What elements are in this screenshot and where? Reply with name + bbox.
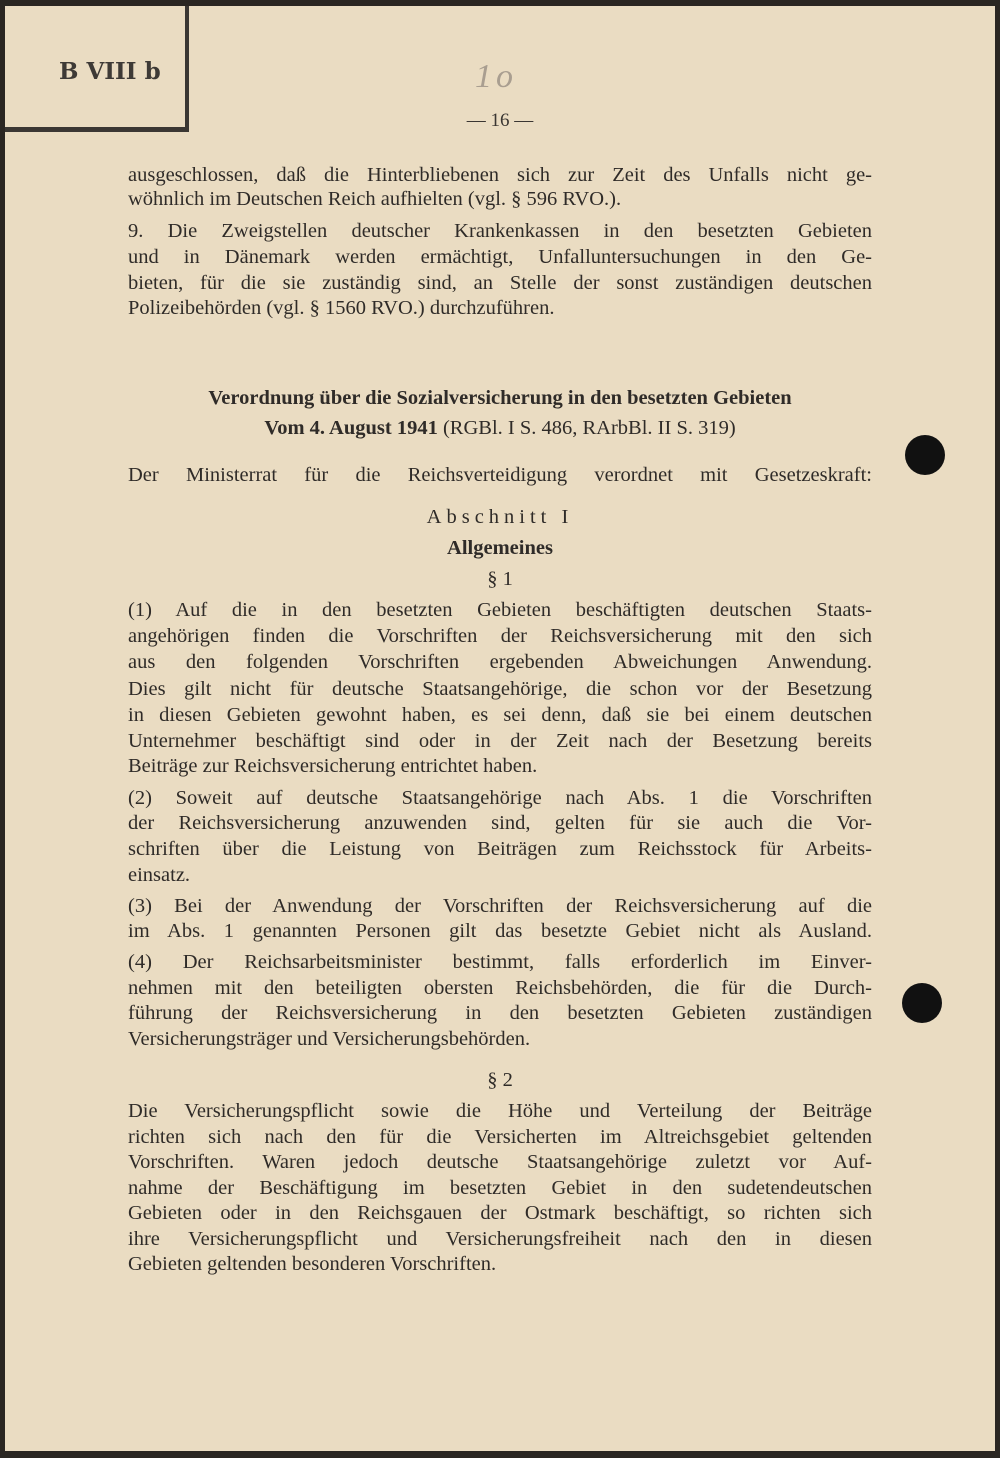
text-line: Polizeibehörden (vgl. § 1560 RVO.) durchzuführen. bbox=[128, 297, 555, 319]
text-line: ausgeschlossen, daß die Hinterbliebenen sich zur Zeit des Unfalls nicht ge- bbox=[128, 164, 872, 186]
paragraph-1-heading: § 1 bbox=[487, 568, 513, 590]
text-line: Gebieten geltenden besonderen Vorschriften. bbox=[128, 1253, 497, 1275]
text-line: nahme der Beschäftigung im besetzten Gebiet in den sudetendeutschen bbox=[128, 1177, 872, 1199]
file-tab-label: B VIII b bbox=[59, 58, 161, 85]
handwritten-note: 1o bbox=[475, 58, 517, 95]
text-line: einsatz. bbox=[128, 864, 191, 886]
ordinance-date: Vom 4. August 1941 bbox=[264, 417, 438, 439]
ordinance-references: (RGBl. I S. 486, RArbBl. II S. 319) bbox=[442, 417, 736, 439]
text-line: (2) Soweit auf deutsche Staatsangehörige nach Abs. 1 die Vorschriften bbox=[128, 787, 872, 809]
preamble: Der Ministerrat für die Reichsverteidigung verordnet mit Gesetzeskraft: bbox=[128, 464, 872, 486]
text-line: Die Versicherungspflicht sowie die Höhe und Verteilung der Beiträge bbox=[128, 1100, 872, 1122]
text-line: schriften über die Leistung von Beiträgen zum Reichsstock für Arbeits- bbox=[128, 838, 872, 860]
text-line: wöhnlich im Deutschen Reich aufhielten (vgl. § 596 RVO.). bbox=[128, 188, 622, 210]
paragraph-2-heading: § 2 bbox=[487, 1069, 513, 1091]
text-line: in diesen Gebieten gewohnt haben, es sei denn, daß sie bei einem deutschen bbox=[128, 704, 872, 726]
punch-hole bbox=[902, 983, 942, 1023]
text-line: nehmen mit den beteiligten obersten Reichsbehörden, die für die Durch- bbox=[128, 977, 872, 999]
punch-hole bbox=[905, 435, 945, 475]
text-line: Gebieten oder in den Reichsgauen der Ostmark beschäftigt, so richten sich bbox=[128, 1202, 872, 1224]
text-line: (1) Auf die in den besetzten Gebieten beschäftigten deutschen Staats- bbox=[128, 599, 872, 621]
text-line: Beiträge zur Reichsversicherung entrichtet haben. bbox=[128, 755, 538, 777]
text-line: im Abs. 1 genannten Personen gilt das besetzte Gebiet nicht als Ausland. bbox=[128, 920, 872, 942]
text-line: und in Dänemark werden ermächtigt, Unfalluntersuchungen in den Ge- bbox=[128, 246, 872, 268]
text-line: Dies gilt nicht für deutsche Staatsangehörige, die schon vor der Besetzung bbox=[128, 678, 872, 700]
text-line: (3) Bei der Anwendung der Vorschriften der Reichsversicherung auf die bbox=[128, 895, 872, 917]
text-line: Unternehmer beschäftigt sind oder in der Zeit nach der Besetzung bereits bbox=[128, 730, 872, 752]
text-line: der Reichsversicherung anzuwenden sind, gelten für sie auch die Vor- bbox=[128, 812, 872, 834]
text-line: führung der Reichsversicherung in den besetzten Gebieten zuständigen bbox=[128, 1002, 872, 1024]
section-title: Allgemeines bbox=[447, 537, 553, 559]
text-line: Vorschriften. Waren jedoch deutsche Staatsangehörige zuletzt vor Auf- bbox=[128, 1151, 872, 1173]
document-page bbox=[5, 6, 995, 1451]
ordinance-title: Verordnung über die Sozialversicherung in den besetzten Gebieten bbox=[208, 387, 792, 409]
section-heading: Abschnitt I bbox=[426, 506, 574, 528]
text-line: Versicherungsträger und Versicherungsbehörden. bbox=[128, 1028, 531, 1050]
text-line: aus den folgenden Vorschriften ergebenden Abweichungen Anwendung. bbox=[128, 651, 872, 673]
text-line: bieten, für die sie zuständig sind, an Stelle der sonst zuständigen deutschen bbox=[128, 272, 872, 294]
page-number: — 16 — bbox=[466, 110, 534, 131]
ordinance-date-line bbox=[128, 415, 872, 441]
text-line: (4) Der Reichsarbeitsminister bestimmt, falls erforderlich im Einver- bbox=[128, 951, 872, 973]
text-line: ihre Versicherungspflicht und Versicherungsfreiheit nach den in diesen bbox=[128, 1228, 872, 1250]
text-line: richten sich nach den für die Versicherten im Altreichsgebiet geltenden bbox=[128, 1126, 872, 1148]
text-line: angehörigen finden die Vorschriften der Reichsversicherung mit den sich bbox=[128, 625, 872, 647]
text-line: 9. Die Zweigstellen deutscher Krankenkassen in den besetzten Gebieten bbox=[128, 220, 872, 242]
